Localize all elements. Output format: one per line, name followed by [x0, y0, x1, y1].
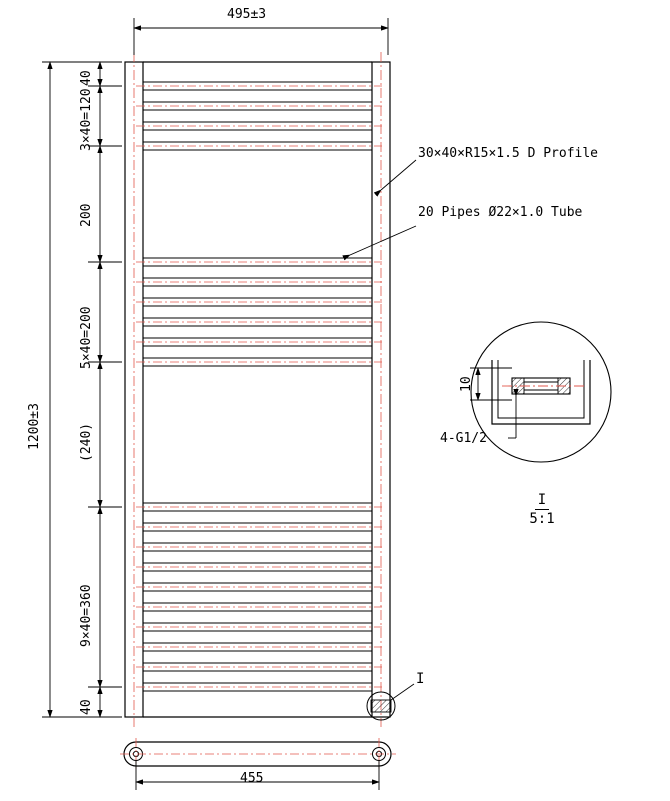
dim-label-bottom-margin: 40 [79, 699, 94, 715]
dim-label-overall-width: 495±3 [227, 7, 267, 22]
detail-scale-mark: I [535, 492, 549, 510]
pipe-group-top [143, 82, 372, 150]
post-centerlines [134, 52, 381, 727]
leader-connection [508, 396, 516, 438]
note-connection: 4-G1/2 [440, 431, 487, 446]
radiator-outline [125, 62, 390, 717]
dim-detail-thickness [470, 368, 512, 400]
note-pipes: 20 Pipes Ø22×1.0 Tube [418, 205, 583, 220]
dim-label-gap-1: 200 [79, 203, 94, 227]
pipe-group-bottom [143, 503, 372, 691]
leader-pipes [350, 226, 416, 255]
detail-scale-block [512, 492, 572, 527]
dim-label-group-2: 5×40=200 [79, 306, 94, 369]
dim-label-group-3: 9×40=360 [79, 584, 94, 647]
dim-label-top-margin: 40 [79, 70, 94, 86]
detail-scale-ratio: 5:1 [529, 511, 555, 527]
dim-label-gap-2: (240) [79, 422, 94, 462]
dim-label-overall-height: 1200±3 [27, 403, 42, 450]
pipe-group-middle [143, 258, 372, 366]
pipe-group-top-centerlines [136, 86, 382, 146]
foot-centerlines [120, 738, 396, 770]
dim-label-foot-width: 455 [240, 771, 264, 786]
leader-profile [381, 160, 416, 190]
pipe-group-middle-centerlines [136, 262, 382, 362]
detail-mark-label: I [416, 671, 425, 687]
detail-view [471, 322, 611, 462]
dim-overall-width [134, 18, 388, 55]
pipe-group-bottom-centerlines [136, 507, 382, 687]
dim-label-group-1: 3×40=120 [79, 88, 94, 151]
dim-label-detail-thickness: 10 [459, 376, 474, 392]
note-profile: 30×40×R15×1.5 D Profile [418, 146, 599, 161]
